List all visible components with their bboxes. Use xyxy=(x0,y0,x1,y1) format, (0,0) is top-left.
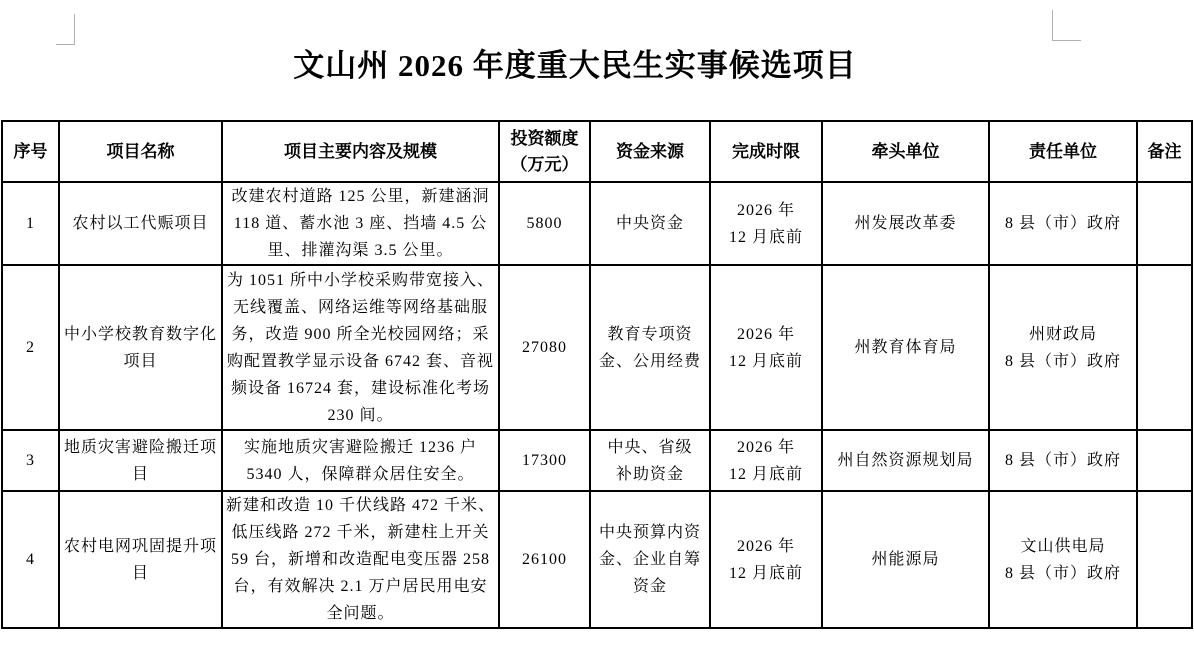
cell-seq: 3 xyxy=(2,430,59,491)
cell-remark xyxy=(1137,265,1192,430)
cell-funding: 中央、省级 补助资金 xyxy=(590,430,710,491)
cell-project-name: 农村电网巩固提升项目 xyxy=(59,491,222,628)
cell-investment: 26100 xyxy=(499,491,590,628)
cell-responsible-unit: 8 县（市）政府 xyxy=(989,182,1137,265)
cell-lead-unit: 州能源局 xyxy=(822,491,989,628)
cell-content: 改建农村道路 125 公里，新建涵洞 118 道、蓄水池 3 座、挡墙 4.5 公里、排灌沟渠 3.5 公里。 xyxy=(222,182,499,265)
header-investment-line1: 投资额度 xyxy=(510,128,579,148)
header-project-name: 项目名称 xyxy=(59,121,222,182)
cell-remark xyxy=(1137,491,1192,628)
cell-lead-unit: 州自然资源规划局 xyxy=(822,430,989,491)
cell-content: 为 1051 所中小学校采购带宽接入、无线覆盖、网络运维等网络基础服务，改造 900 所全光校园网络；采购配置教学显示设备 6742 套、音视频设备 16724 套，建设标准化考场 230 间。 xyxy=(222,265,499,430)
header-content: 项目主要内容及规模 xyxy=(222,121,499,182)
cell-content: 实施地质灾害避险搬迁 1236 户 5340 人，保障群众居住安全。 xyxy=(222,430,499,491)
header-responsible-unit: 责任单位 xyxy=(989,121,1137,182)
document-title: 文山州 2026 年度重大民生实事候选项目 xyxy=(293,48,857,83)
table-row xyxy=(2,491,1192,628)
projects-table xyxy=(1,120,1193,629)
cell-investment: 17300 xyxy=(499,430,590,491)
table-row xyxy=(2,430,1192,491)
cell-deadline: 2026 年 12 月底前 xyxy=(710,265,822,430)
cell-content: 新建和改造 10 千伏线路 472 千米、低压线路 272 千米，新建柱上开关 59 台，新增和改造配电变压器 258 台，有效解决 2.1 万户居民用电安全问题。 xyxy=(222,491,499,628)
header-investment xyxy=(499,121,590,182)
cell-responsible-unit: 文山供电局 8 县（市）政府 xyxy=(989,491,1137,628)
cell-funding: 教育专项资 金、公用经费 xyxy=(590,265,710,430)
cell-responsible-unit: 8 县（市）政府 xyxy=(989,430,1137,491)
cell-seq: 4 xyxy=(2,491,59,628)
header-remark: 备注 xyxy=(1137,121,1192,182)
header-investment-line2: （万元） xyxy=(510,154,579,174)
cell-deadline: 2026 年 12 月底前 xyxy=(710,182,822,265)
cell-remark xyxy=(1137,430,1192,491)
cell-lead-unit: 州发展改革委 xyxy=(822,182,989,265)
cell-seq: 1 xyxy=(2,182,59,265)
header-funding: 资金来源 xyxy=(590,121,710,182)
crop-mark-top-right-icon xyxy=(1052,10,1081,41)
table-row xyxy=(2,265,1192,430)
cell-deadline: 2026 年 12 月底前 xyxy=(710,491,822,628)
header-lead-unit: 牵头单位 xyxy=(822,121,989,182)
table-header-row xyxy=(2,121,1192,182)
header-deadline: 完成时限 xyxy=(710,121,822,182)
cell-project-name: 地质灾害避险搬迁项目 xyxy=(59,430,222,491)
table-row xyxy=(2,182,1192,265)
header-seq: 序号 xyxy=(2,121,59,182)
cell-remark xyxy=(1137,182,1192,265)
cell-seq: 2 xyxy=(2,265,59,430)
cell-responsible-unit: 州财政局 8 县（市）政府 xyxy=(989,265,1137,430)
cell-investment: 27080 xyxy=(499,265,590,430)
cell-project-name: 农村以工代赈项目 xyxy=(59,182,222,265)
cell-lead-unit: 州教育体育局 xyxy=(822,265,989,430)
cell-investment: 5800 xyxy=(499,182,590,265)
cell-deadline: 2026 年 12 月底前 xyxy=(710,430,822,491)
cell-funding: 中央预算内资 金、企业自筹 资金 xyxy=(590,491,710,628)
cell-funding: 中央资金 xyxy=(590,182,710,265)
cell-project-name: 中小学校教育数字化项目 xyxy=(59,265,222,430)
